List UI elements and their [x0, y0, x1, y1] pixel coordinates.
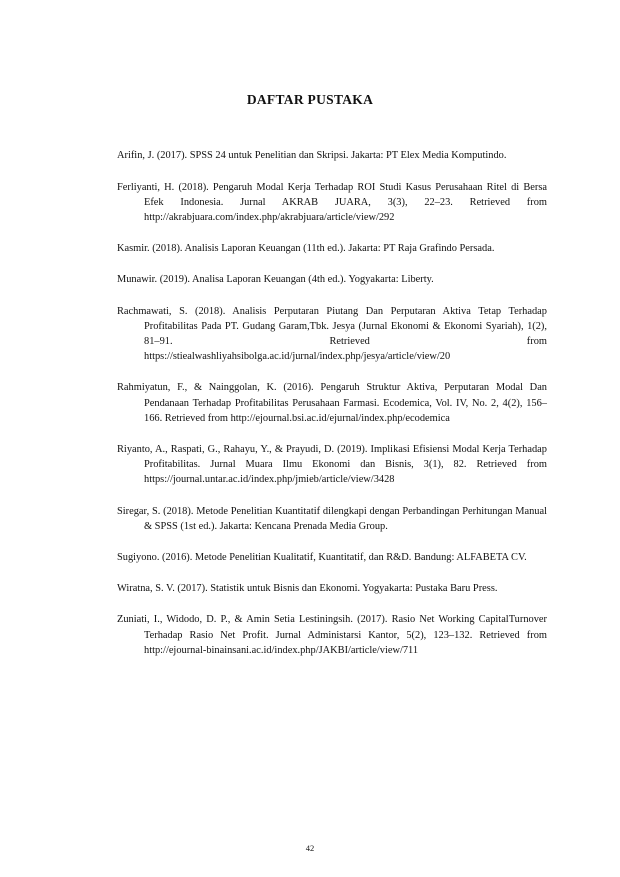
reference-entry: Sugiyono. (2016). Metode Penelitian Kualitatif, Kuantitatif, dan R&D. Bandung: ALFABETA CV.: [117, 552, 527, 564]
reference-entry: Rachmawati, S. (2018). Analisis Perputaran Piutang Dan Perputaran Aktiva Tetap Terhadap Profitabilitas Pada PT. Gudang Garam,Tbk. Jesya (Jurnal Ekonomi & Ekonomi Syariah), 1(2), 81–91. Retrieved from https://stiealwashliyahsibolga.ac.id/jurnal/index.php/jesya/article/view/20: [117, 305, 547, 363]
reference-entry: Zuniati, I., Widodo, D. P., & Amin Setia Lestiningsih. (2017). Rasio Net Working CapitalTurnover Terhadap Rasio Net Profit. Jurnal Administarsi Kantor, 5(2), 123–132. Retrieved from http://ejournal-binainsani.ac.id/index.php/JAKBI/article/view/711: [117, 614, 547, 656]
reference-entry: Ferliyanti, H. (2018). Pengaruh Modal Kerja Terhadap ROI Studi Kasus Perusahaan Ritel di Bersa Efek Indonesia. Jurnal AKRAB JUARA, 3(3), 22–23. Retrieved from http://akrabjuara.com/index.php/akrabjuara/article/view/292: [117, 181, 547, 223]
page-title: DAFTAR PUSTAKA: [246, 92, 374, 107]
reference-entry: Kasmir. (2018). Analisis Laporan Keuangan (11th ed.). Jakarta: PT Raja Grafindo Persada.: [117, 243, 495, 255]
reference-list: [117, 138, 547, 658]
reference-entry: Wiratna, S. V. (2017). Statistik untuk Bisnis dan Ekonomi. Yogyakarta: Pustaka Baru Press.: [117, 583, 498, 595]
reference-entry: Riyanto, A., Raspati, G., Rahayu, Y., & Prayudi, D. (2019). Implikasi Efisiensi Modal Kerja Terhadap Profitabilitas. Jurnal Muara Ilmu Ekonomi dan Bisnis, 3(1), 82. Retrieved from https://journal.untar.ac.id/index.php/jmieb/article/view/3428: [117, 444, 547, 486]
reference-entry: Arifin, J. (2017). SPSS 24 untuk Penelitian dan Skripsi. Jakarta: PT Elex Media Komputindo.: [117, 150, 507, 162]
reference-entry: Siregar, S. (2018). Metode Penelitian Kuantitatif dilengkapi dengan Perbandingan Perhitungan Manual & SPSS (1st ed.). Jakarta: Kencana Prenada Media Group.: [117, 505, 547, 532]
reference-entry: Munawir. (2019). Analisa Laporan Keuangan (4th ed.). Yogyakarta: Liberty.: [117, 274, 434, 286]
reference-entry: Rahmiyatun, F., & Nainggolan, K. (2016). Pengaruh Struktur Aktiva, Perputaran Modal Dan Pendanaan Terhadap Profitabilitas Perusahaan Farmasi. Ecodemica, Vol. IV, No. 2, 4(2), 156–166. Retrieved from http://ejournal.bsi.ac.id/ejurnal/index.php/ecodemica: [117, 382, 547, 424]
page-number: 42: [305, 843, 315, 853]
